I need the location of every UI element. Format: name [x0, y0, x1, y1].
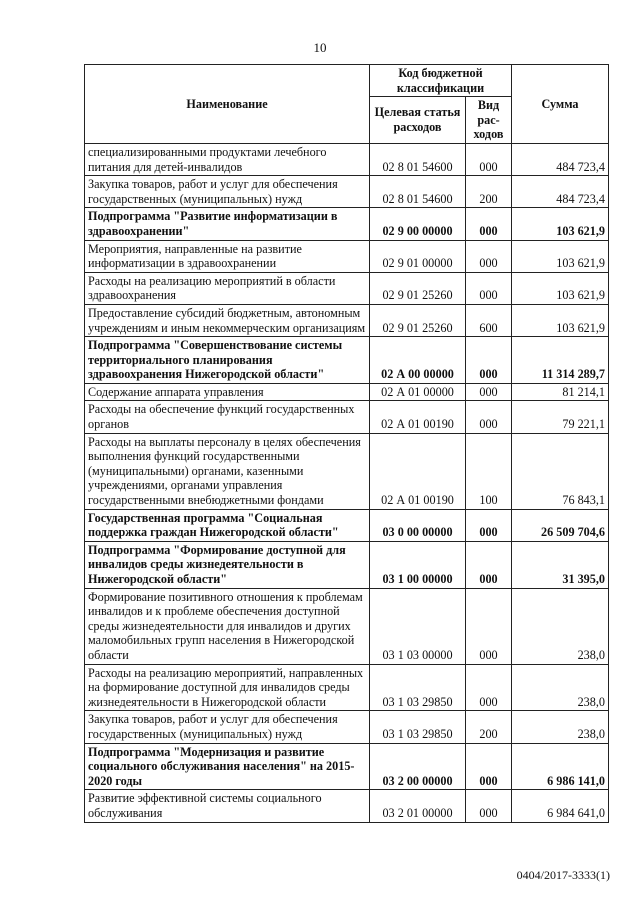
- row-target-code: 02 А 01 00190: [370, 433, 466, 509]
- row-sum: 6 986 141,0: [512, 743, 609, 790]
- row-sum: 103 621,9: [512, 304, 609, 336]
- row-expense-type: 000: [466, 240, 512, 272]
- budget-table: [84, 64, 609, 823]
- row-name: Закупка товаров, работ и услуг для обеспечения государственных (муниципальных) нужд: [85, 711, 370, 743]
- row-target-code: 03 0 00 00000: [370, 509, 466, 541]
- row-name: Содержание аппарата управления: [85, 383, 370, 401]
- row-target-code: 02 8 01 54600: [370, 143, 466, 175]
- table-body: [85, 143, 609, 822]
- table-row: [85, 304, 609, 336]
- table-row: [85, 272, 609, 304]
- row-target-code: 02 9 00 00000: [370, 208, 466, 240]
- table-row: [85, 208, 609, 240]
- row-name: Развитие эффективной системы социального обслуживания: [85, 790, 370, 822]
- row-sum: 76 843,1: [512, 433, 609, 509]
- row-expense-type: 000: [466, 664, 512, 711]
- row-sum: 238,0: [512, 588, 609, 664]
- row-expense-type: 200: [466, 711, 512, 743]
- header-sum: Сумма: [512, 65, 609, 144]
- header-name: Наименование: [85, 65, 370, 144]
- header-target-article: Целевая статья расходов: [370, 97, 466, 144]
- row-expense-type: 000: [466, 208, 512, 240]
- table-row: [85, 401, 609, 433]
- row-name: Расходы на реализацию мероприятий, направленных на формирование доступной для инвалидов среды жизнедеятельности в Нижегородской области: [85, 664, 370, 711]
- row-expense-type: 000: [466, 509, 512, 541]
- row-target-code: 02 А 01 00000: [370, 383, 466, 401]
- row-sum: 103 621,9: [512, 272, 609, 304]
- row-sum: 484 723,4: [512, 143, 609, 175]
- row-expense-type: 000: [466, 743, 512, 790]
- row-sum: 11 314 289,7: [512, 337, 609, 384]
- document-code: 0404/2017-3333(1): [516, 868, 610, 882]
- row-target-code: 03 1 03 00000: [370, 588, 466, 664]
- row-target-code: 02 8 01 54600: [370, 176, 466, 208]
- row-sum: 31 395,0: [512, 541, 609, 588]
- row-expense-type: 200: [466, 176, 512, 208]
- row-name: Подпрограмма "Формирование доступной для инвалидов среды жизнедеятельности в Нижегородской области": [85, 541, 370, 588]
- row-target-code: 03 1 03 29850: [370, 664, 466, 711]
- row-name: Предоставление субсидий бюджетным, автономным учреждениям и иным некоммерческим организациям: [85, 304, 370, 336]
- row-target-code: 03 2 01 00000: [370, 790, 466, 822]
- row-sum: 6 984 641,0: [512, 790, 609, 822]
- header-budget-classification: Код бюджетной классификации: [370, 65, 512, 97]
- row-name: Расходы на выплаты персоналу в целях обеспечения выполнения функций государственными (муниципальными) органами, казенными учреждениями, органами управления государственными внебюджетными фондами: [85, 433, 370, 509]
- row-target-code: 02 А 00 00000: [370, 337, 466, 384]
- row-sum: 238,0: [512, 664, 609, 711]
- row-name: Формирование позитивного отношения к проблемам инвалидов и к проблеме обеспечения доступной среды жизнедеятельности для инвалидов и других маломобильных групп населения в Нижегородской области: [85, 588, 370, 664]
- row-name: Расходы на обеспечение функций государственных органов: [85, 401, 370, 433]
- row-target-code: 02 9 01 00000: [370, 240, 466, 272]
- table-row: [85, 664, 609, 711]
- row-name: специализированными продуктами лечебного питания для детей-инвалидов: [85, 143, 370, 175]
- table-row: [85, 541, 609, 588]
- row-sum: 79 221,1: [512, 401, 609, 433]
- row-expense-type: 000: [466, 541, 512, 588]
- row-expense-type: 000: [466, 143, 512, 175]
- table-row: [85, 743, 609, 790]
- row-target-code: 03 2 00 00000: [370, 743, 466, 790]
- row-target-code: 02 9 01 25260: [370, 272, 466, 304]
- row-sum: 103 621,9: [512, 208, 609, 240]
- row-expense-type: 100: [466, 433, 512, 509]
- row-expense-type: 600: [466, 304, 512, 336]
- row-expense-type: 000: [466, 588, 512, 664]
- row-sum: 103 621,9: [512, 240, 609, 272]
- table-row: [85, 433, 609, 509]
- row-sum: 238,0: [512, 711, 609, 743]
- table-row: [85, 509, 609, 541]
- row-sum: 484 723,4: [512, 176, 609, 208]
- row-name: Подпрограмма "Модернизация и развитие социального обслуживания населения" на 2015-2020 годы: [85, 743, 370, 790]
- row-name: Закупка товаров, работ и услуг для обеспечения государственных (муниципальных) нужд: [85, 176, 370, 208]
- table-row: [85, 383, 609, 401]
- row-expense-type: 000: [466, 401, 512, 433]
- row-name: Подпрограмма "Совершенствование системы территориального планирования здравоохранения Нижегородской области": [85, 337, 370, 384]
- table-row: [85, 337, 609, 384]
- row-target-code: 02 А 01 00190: [370, 401, 466, 433]
- row-expense-type: 000: [466, 383, 512, 401]
- row-target-code: 02 9 01 25260: [370, 304, 466, 336]
- table-row: [85, 588, 609, 664]
- row-target-code: 03 1 03 29850: [370, 711, 466, 743]
- table-row: [85, 711, 609, 743]
- row-name: Подпрограмма "Развитие информатизации в здравоохранении": [85, 208, 370, 240]
- row-sum: 26 509 704,6: [512, 509, 609, 541]
- row-name: Государственная программа "Социальная поддержка граждан Нижегородской области": [85, 509, 370, 541]
- table-row: [85, 790, 609, 822]
- table-row: [85, 176, 609, 208]
- row-expense-type: 000: [466, 337, 512, 384]
- table-row: [85, 240, 609, 272]
- row-sum: 81 214,1: [512, 383, 609, 401]
- header-expense-type: Вид рас- ходов: [466, 97, 512, 144]
- row-name: Мероприятия, направленные на развитие информатизации в здравоохранении: [85, 240, 370, 272]
- row-target-code: 03 1 00 00000: [370, 541, 466, 588]
- row-name: Расходы на реализацию мероприятий в области здравоохранения: [85, 272, 370, 304]
- page-number: 10: [313, 40, 327, 55]
- row-expense-type: 000: [466, 272, 512, 304]
- table-row: [85, 143, 609, 175]
- row-expense-type: 000: [466, 790, 512, 822]
